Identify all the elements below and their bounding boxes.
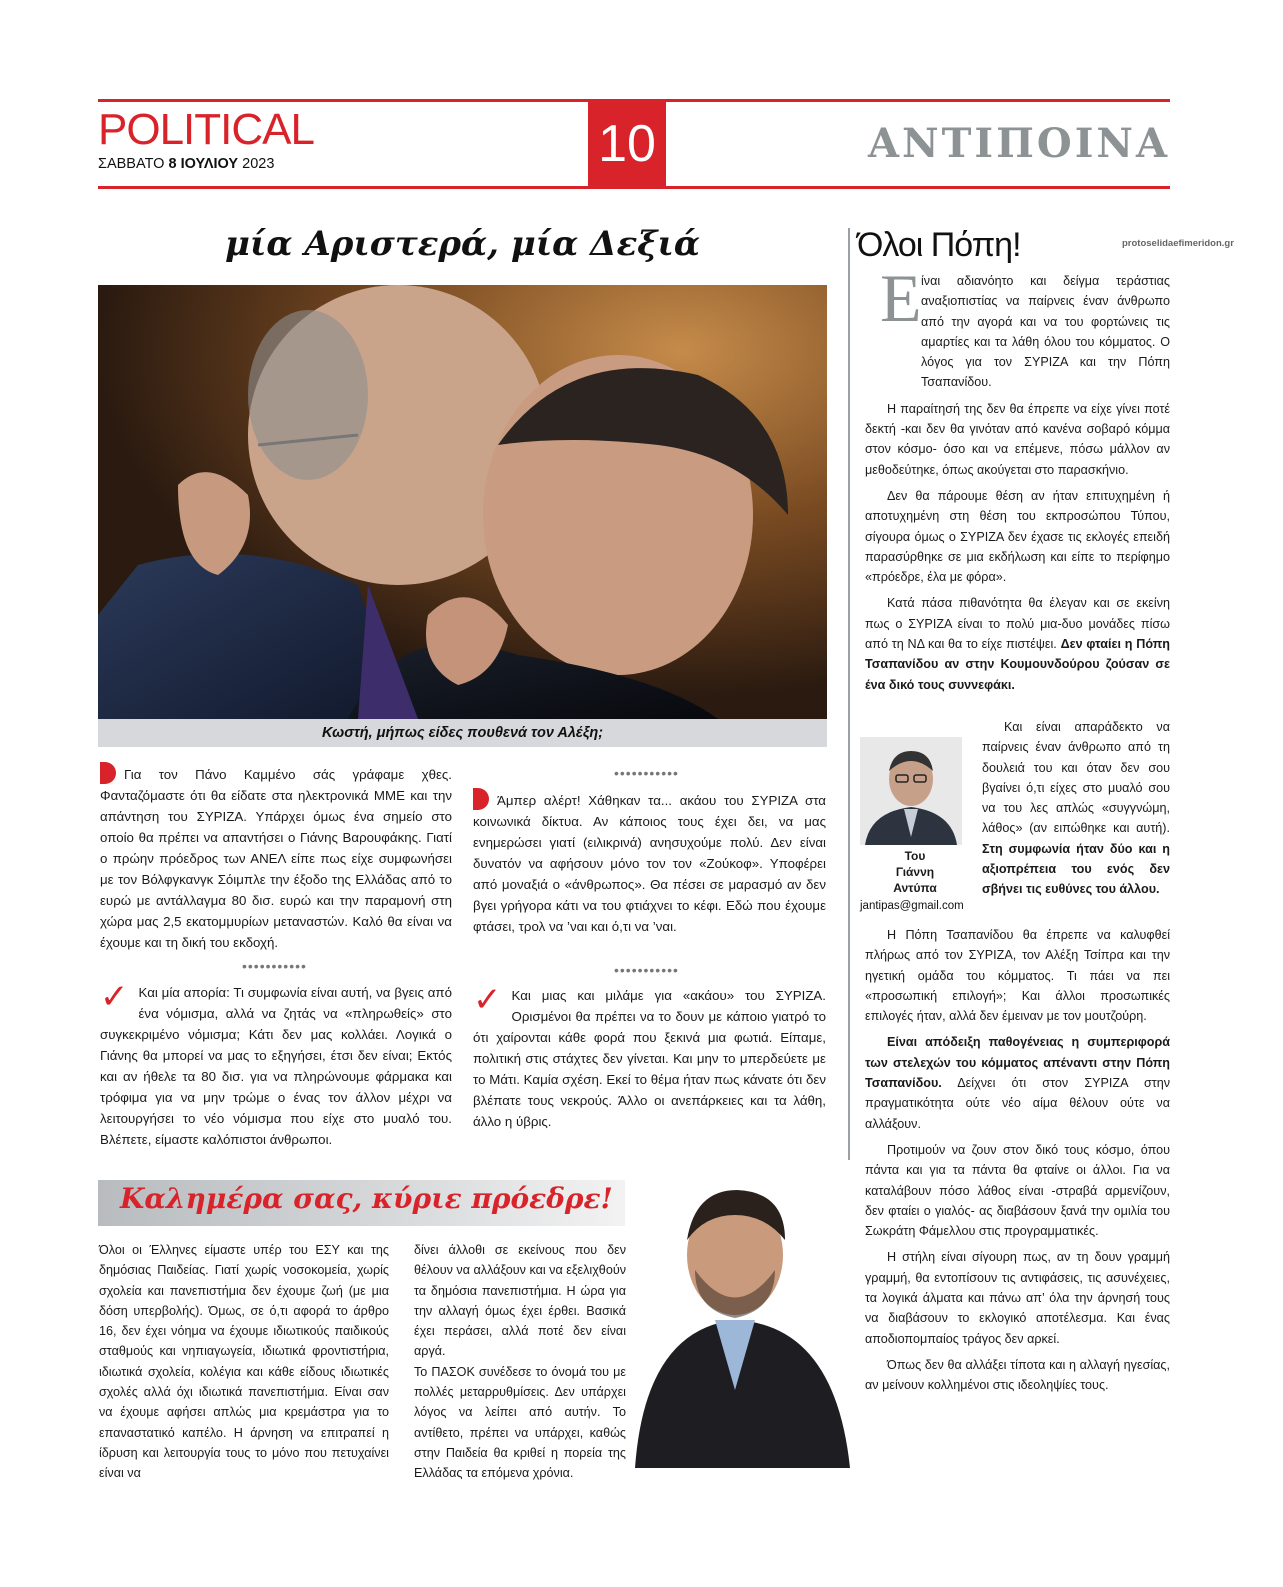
bottom-headline: Καλημέρα σας, κύριε πρόεδρε!: [120, 1182, 613, 1215]
bottom-col2-p2: Το ΠΑΣΟΚ συνέδεσε το όνομά του με πολλές μεταρρυθμίσεις. Δεν υπάρχει λόγος να λείπει από αυτήν. Το αντίθετο, πρέπει να υπάρχει, καθώς στην Παιδεία θα κριθεί η πορεία της Ελλάδας τα επόμενα χρόνια.: [414, 1364, 626, 1481]
red-marker-icon: [473, 788, 489, 810]
separator-dots: •••••••••••: [614, 962, 679, 978]
opinion-title: Όλοι Πόπη!: [857, 226, 1021, 264]
opinion-p7-bold: Είναι απόδειξη παθογένειας η συμπεριφορά των στελεχών του κόμματος απέναντι στην Πόπη Τσαπανίδου.: [865, 1035, 1170, 1091]
lead-col1-p2: [100, 977, 452, 1150]
lead-col1-p2-text: Και μία απορία: Τι συμφωνία είναι αυτή, να βγεις από ένα νόμισμα, αλλά να ζητάς να «πληρωθείς» στο συγκεκριμένο νόμισμα; Κάτι δεν μας κολλάει. Λογικά ο Γιάνης θα μπορεί να μας το εξηγήσει, έτσι δεν είναι; Εκτός και αν ήθελε τα 80 δισ. για να πληρώνουμε φάρμακα και τρόφιμα για να μην τρώμε ο ένας τον άλλον μέχρι να λειτουργήσει το νέο νόμισμα που είχε στο μυαλό του. Βλέπετε, είμαστε καλόπιστοι άνθρωποι.: [100, 985, 452, 1147]
watermark: protoselidaefimeridon.gr: [1122, 238, 1234, 249]
date-bold: 8 ΙΟΥΛΙΟΥ: [168, 156, 239, 172]
lead-headline: μία Αριστερά, μία Δεξιά: [225, 224, 700, 264]
opinion-p6: Η Πόπη Τσαπανίδου θα έπρεπε να καλυφθεί πλήρως από τον ΣΥΡΙΖΑ, τον Αλέξη Τσίπρα και την ηγετική ομάδα του κόμματος. Τι πάει να πει «προσωπική επιλογή»; Και άλλοι προσωπικές επιλογές ήταν, αλλά δεν έμειναν με τον μουτζούρη.: [865, 928, 1170, 1024]
opinion-bottom: [865, 925, 1170, 1402]
lead-col2-p2: [473, 980, 826, 1132]
opinion-p1: ίναι αδιανόητο και δείγμα τεράστιας αναξιοπιστίας να παίρνεις έναν άνθρωπο από την αγορά και να του φορτώνεις τις αμαρτίες και τα λάθη όλου του κόμματος. Ο λόγος για τον ΣΥΡΙΖΑ και την Πόπη Τσαπανίδου.: [921, 274, 1170, 390]
opinion-p9: Η στήλη είναι σίγουρη πως, αν τη δουν γραμμή γραμμή, θα εντοπίσουν τις αντιφάσεις, τις ασυνέχειες, τα λογικά άλματα και πάνω απ’ όλα την άρνησή τους να διαβάσουν το εκλογικό αποτέλεσμα. Και ένας αποδιοπομπαίος τράγος δεν αρκεί.: [865, 1250, 1170, 1346]
bottom-col2-p1: δίνει άλλοθι σε εκείνους που δεν θέλουν να αλλάξουν και να εξελιχθούν τα δημόσια πανεπιστήμια. Η ώρα για την αλλαγή όμως έχει έρθει. Βασικά έχει περάσει, αλλά ποτέ δεν είναι αργά.: [414, 1243, 627, 1359]
opinion-p5-bold: Στη συμφωνία ήταν δύο και η αξιοπρέπεια του ενός δεν σβήνει τις ευθύνες του άλλου.: [982, 841, 1170, 897]
bottom-col2: [414, 1240, 626, 1484]
opinion-p8: Προτιμούν να ζουν στον δικό τους κόσμο, όπου πάντα και για τα πάντα θα φταίνε οι άλλοι. Για να καταλάβουν πόσο λάθος είναι -στραβά αρμενίζουν, δεν φταίει ο γιαλός- ας διαβάσουν ξανά την ομιλία του Σωκράτη Φάμελλου στις προγραμματικές.: [865, 1142, 1170, 1239]
politician-photo: [625, 1160, 857, 1468]
checkmark-icon: ✓: [473, 980, 502, 1020]
author-email[interactable]: jantipas@gmail.com: [860, 900, 964, 912]
masthead-date: [98, 156, 274, 172]
page-number: 10: [588, 101, 666, 189]
bottom-col1-text: Όλοι οι Έλληνες είμαστε υπέρ του ΕΣΥ και της δημόσιας Παιδείας. Γιατί χωρίς νοσοκομεία, χωρίς σχολεία και πανεπιστήμια δεν έχουμε ζωή (με μια δόση υπερβολής). Όμως, σε ό,τι αφορά το άρθρο 16, δεν έχει νόημα να έχουμε ιδιωτικούς παιδικούς σταθμούς και νηπιαγωγεία, ιδιωτικά φροντιστήρια, ιδιωτικά σχολεία, κολέγια και κάθε είδους ιδιωτικές σχολές αλλά όχι ιδιωτικά πανεπιστήμια. Είναι σαν να έχουμε αφήσει απλώς μια κρεμάστρα για το επαναστατικό καπέλο. Η άρνηση να επιτραπεί η ίδρυση και λειτουργία τους το μόνο που πετυχαίνει είναι να: [99, 1243, 389, 1481]
date-day: ΣΑΒΒΑΤΟ: [98, 156, 165, 172]
separator-dots: •••••••••••: [242, 958, 307, 974]
opinion-p2: Η παραίτησή της δεν θα έπρεπε να είχε γίνει ποτέ δεκτή -και δεν θα γινόταν από κανένα σοβαρό κόμμα στον κόσμο- όσο και να επέμενε, πόσω μάλλον αν μεθοδεύτηκε, όπως ακούγεται στο παρασκήνιο.: [865, 401, 1170, 477]
opinion-p5-plain: Και είναι απαράδεκτο να παίρνεις έναν άνθρωπο από τη δουλειά του και όταν δεν σου βγαίνει ό,τι είχες στο μυαλό σου να του λες απλώς «συγγνώμη, λάθος» (αν ειπώθηκε και αυτή).: [982, 720, 1170, 836]
photo-caption: Κωστή, μήπως είδες πουθενά τον Αλέξη;: [98, 719, 827, 747]
author-name: [860, 848, 970, 896]
opinion-p3: Δεν θα πάρουμε θέση αν ήταν επιτυχημένη ή αποτυχημένη στη θέση του εκπροσώπου Τύπου, σίγουρα όμως ο ΣΥΡΙΖΑ δεν έχασε τις εκλογές επειδή παρασύρθηκε σε μια εκδήλωση και είπε το περίφημο «πρόεδρε, έλα με φόρα».: [865, 488, 1170, 585]
opinion-p7: [865, 1032, 1170, 1133]
opinion-p4-plain: Κατά πάσα πιθανότητα θα έλεγαν και σε εκείνη πως ο ΣΥΡΙΖΑ είναι το πολύ μια-δυο μονάδες πίσω από τη ΝΔ και θα το είχε πιστέψει.: [865, 596, 1170, 652]
masthead-title: POLITICAL: [98, 105, 314, 154]
opinion-p4-bold: Δεν φταίει η Πόπη Τσαπανίδου αν στην Κουμουνδούρου ζούσαν σε ένα δικό τους συννεφάκι.: [865, 637, 1170, 692]
lead-col1-p1-text: Για τον Πάνο Καμμένο σάς γράφαμε χθες. Φανταζόμαστε ότι θα είδατε στα ηλεκτρονικά ΜΜΕ και την απάντηση του ΣΥΡΙΖΑ. Υπάρχει όμως ένα σημείο στο οποίο θα πρέπει να απαντήσει ο Γιάνης Βαρουφάκης. Γιατί ο πρώην πρόεδρος των ΑΝΕΛ είπε πως είχε συμφωνήσει με τον Βόλφγκανγκ Σόιμπλε την έξοδο της Ελλάδας από το ευρώ με αντάλλαγμα 80 δισ. ευρώ και την παραμονή στη χώρα μας 2,5 εκατομμυρίων μεταναστών. Καλό θα είναι να έχουμε και τη δική του εκδοχή.: [100, 767, 452, 950]
lead-col2-p1: [473, 788, 826, 937]
section-title: ΑΝΤΙΠΟΙΝΑ: [868, 120, 1170, 167]
checkmark-icon: ✓: [100, 977, 129, 1017]
dropcap: Ε: [880, 260, 922, 336]
date-year: 2023: [242, 156, 275, 172]
opinion-p4: [865, 593, 1170, 694]
author-photo: [860, 737, 962, 845]
opinion-p7-plain: Δείχνει ότι στον ΣΥΡΙΖΑ στην πραγματικότητα ούτε νέο αίμα θέλουν ούτε να αλλάξουν.: [865, 1076, 1170, 1131]
opinion-top: [865, 271, 1170, 701]
opinion-p10: Όπως δεν θα αλλάξει τίποτα και η αλλαγή ηγεσίας, αν μείνουν κολλημένοι στις ιδεοληψίες τους.: [865, 1357, 1170, 1393]
lead-col2-p1-text: Άμπερ αλέρτ! Χάθηκαν τα... ακάου του ΣΥΡΙΖΑ στα κοινωνικά δίκτυα. Αν κάποιος τους έχει δει, να μας ενημερώσει γιατί (ειλικρινά) ανησυχούμε πολύ. Δεν είναι δυνατόν να αφήσουν μόνο τον τον «Ζούκοφ». Υποφέρει από μοναξιά ο «άνθρωπος». Θα πέσει σε μαρασμό αν δεν βγει γρήγορα κάτι να του φτιάχνει το κέφι. Εδώ που έχουμε φτάσει, τρολ να ’ναι και ό,τι να ’ναι.: [473, 793, 826, 934]
opinion-p1-first: [865, 271, 1170, 393]
author-first: Γιάννη: [895, 865, 935, 879]
masthead-bottom-rule: [98, 186, 1170, 189]
bottom-col1: [99, 1240, 389, 1484]
opinion-p5: [982, 717, 1170, 906]
lead-photo: [98, 285, 827, 719]
lead-col2-p2-text: Και μιας και μιλάμε για «ακάου» του ΣΥΡΙΖΑ. Ορισμένοι θα πρέπει να το δουν με κάποιο γιατρό το ότι χαίρονται κάθε φορά που ξεκινά μια φωτιά. Είπαμε, πολιτική στις στάχτες δεν γίνεται. Και μην το μπερδεύετε με το Μάτι. Καμία σχέση. Εκεί το θέμα ήταν πως κάνατε ότι δεν βλέπατε τους νεκρούς. Άλλο οι ανεπάρκειες και τα λάθη, άλλο η ύβρις.: [473, 988, 826, 1129]
separator-dots: •••••••••••: [614, 765, 679, 781]
red-marker-icon: [100, 762, 116, 784]
author-last: Αντύπα: [893, 881, 937, 895]
author-by: Του: [904, 849, 926, 863]
lead-col1-p1: [100, 762, 452, 953]
